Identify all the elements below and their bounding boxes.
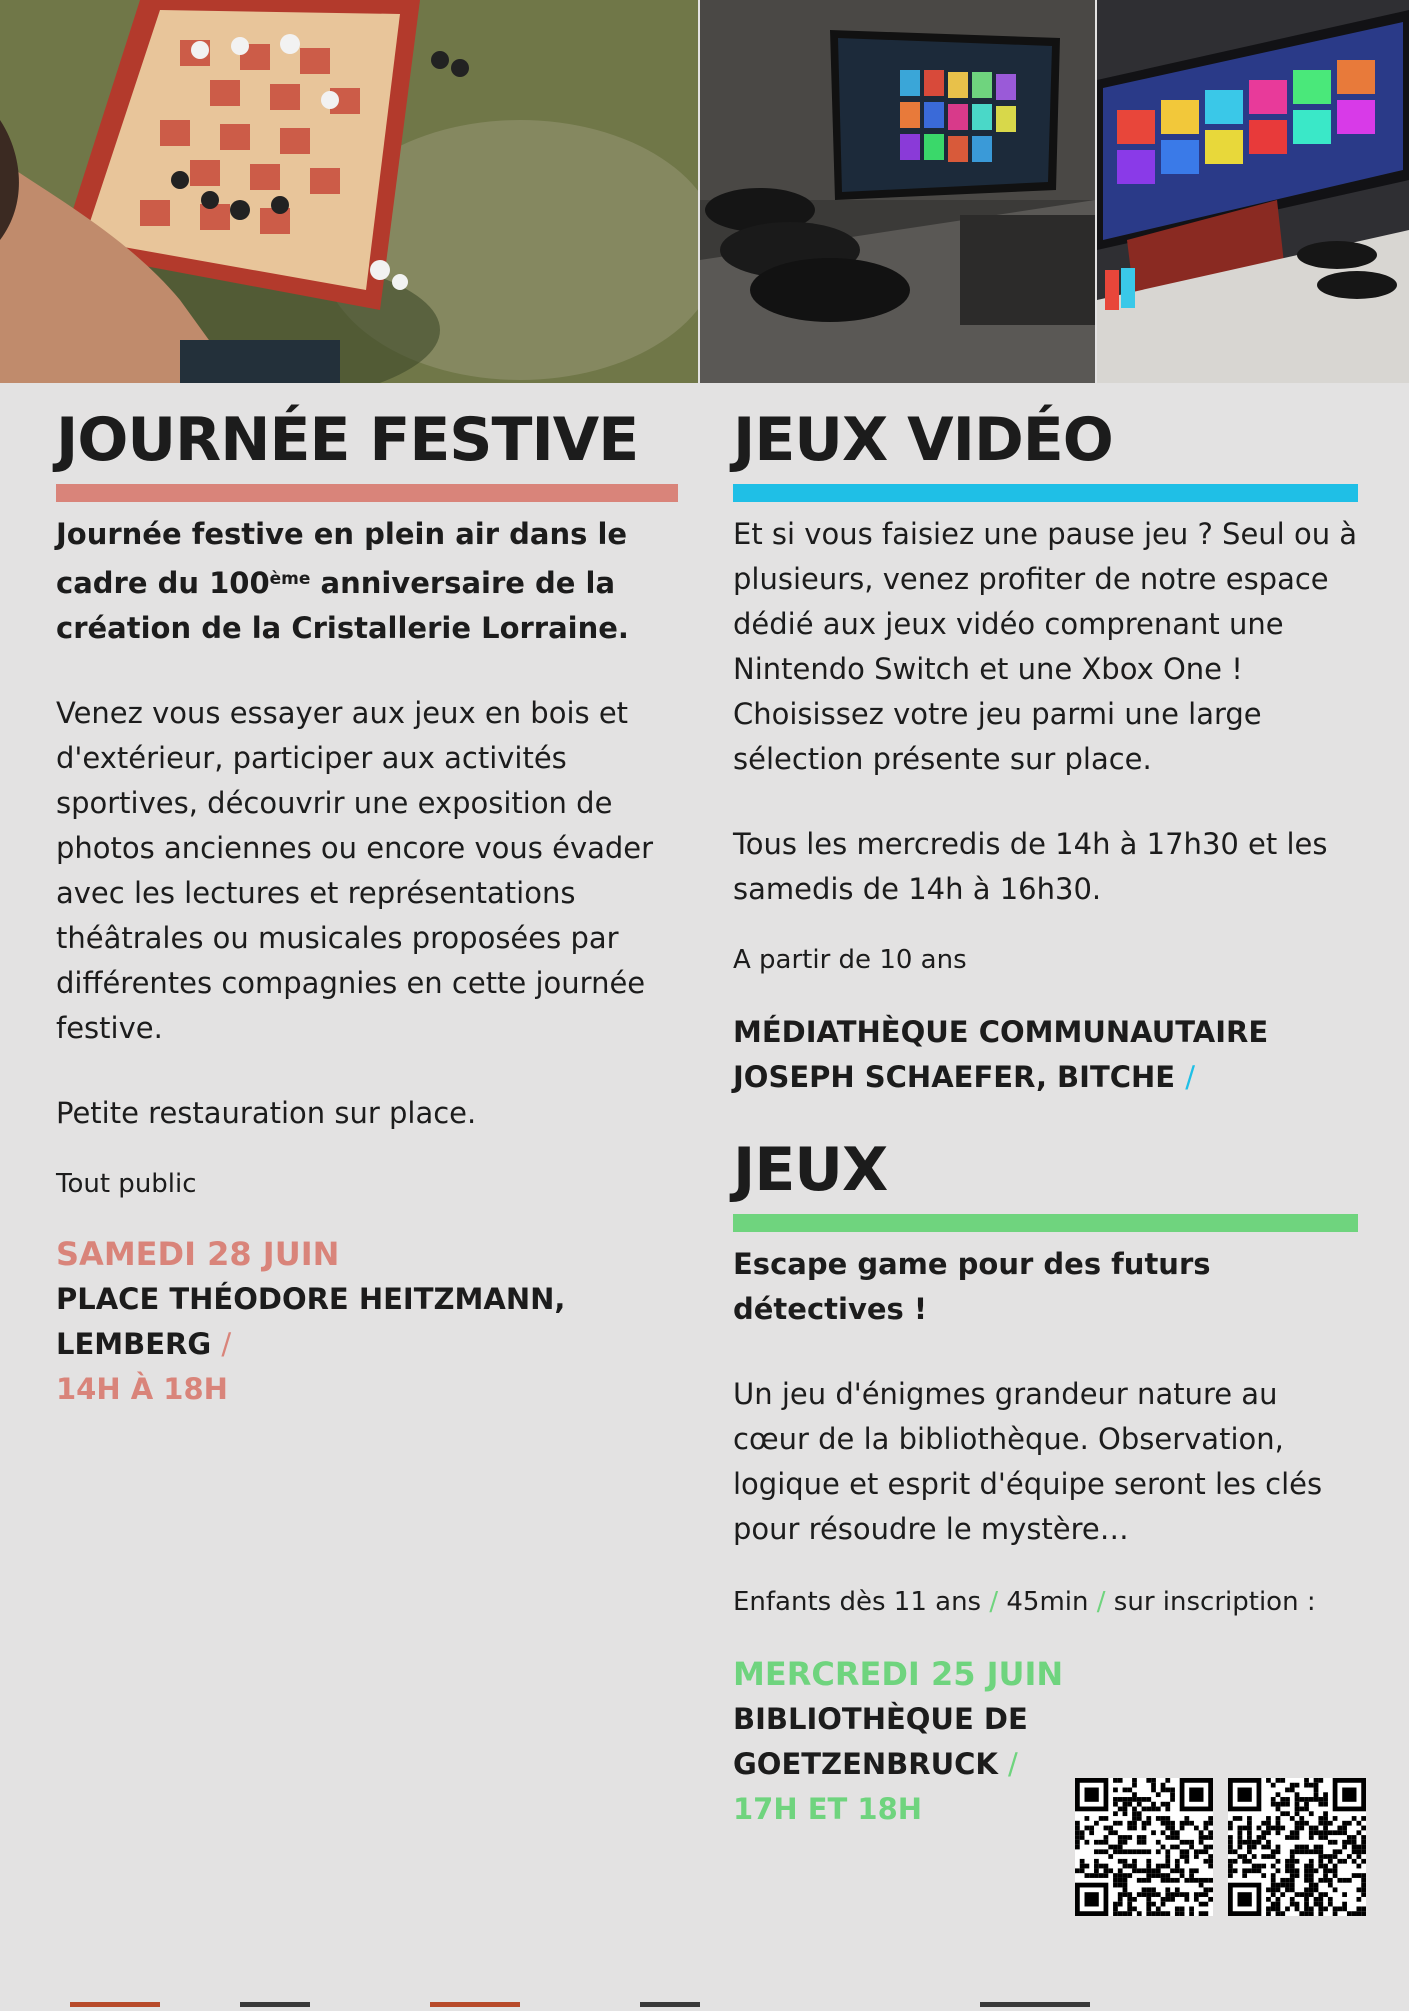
xbox-photo <box>700 0 1095 383</box>
jeux-slash-1: / <box>989 1587 999 1617</box>
festive-title-underline <box>56 484 678 502</box>
jeux-info-registration: sur inscription : <box>1105 1587 1316 1617</box>
qr-code-1[interactable] <box>1075 1778 1213 1916</box>
video-section <box>733 405 1358 1100</box>
video-place-line1: MÉDIATHÈQUE COMMUNAUTAIRE <box>733 1015 1269 1049</box>
jeux-title-underline <box>733 1214 1358 1232</box>
jeux-slash-2: / <box>1096 1587 1106 1617</box>
festive-title: JOURNÉE FESTIVE <box>56 405 639 475</box>
video-place-town: JOSEPH SCHAEFER, BITCHE <box>733 1060 1176 1094</box>
festive-place-town: LEMBERG <box>56 1327 212 1361</box>
chess-photo <box>0 0 698 383</box>
festive-hours: 14H À 18H <box>56 1372 228 1406</box>
bottom-decorative-strip <box>0 1992 1409 2000</box>
festive-food: Petite restauration sur place. <box>56 1096 477 1130</box>
video-age: A partir de 10 ans <box>733 945 967 975</box>
festive-date: SAMEDI 28 JUIN <box>56 1235 340 1273</box>
qr-code-icon <box>1228 1778 1366 1916</box>
festive-lead-superscript: ème <box>269 569 311 589</box>
jeux-slash-3: / <box>1008 1747 1018 1781</box>
festive-lead-part1: Journée festive en plein air dans le cadre du 100 <box>56 517 628 600</box>
jeux-hours: 17H ET 18H <box>733 1792 923 1826</box>
festive-place-line1: PLACE THÉODORE HEITZMANN, <box>56 1282 566 1316</box>
qr-code-icon <box>1075 1778 1213 1916</box>
qr-code-2[interactable] <box>1228 1778 1366 1916</box>
festive-lead-part2: anniversaire de la création de la Cristallerie Lorraine. <box>56 566 629 645</box>
switch-photo <box>1097 0 1409 383</box>
jeux-lead: Escape game pour des futurs détectives ! <box>733 1247 1211 1326</box>
jeux-info-age: Enfants dès 11 ans <box>733 1587 990 1617</box>
jeux-section <box>733 1135 1358 1832</box>
right-column <box>733 405 1358 1832</box>
jeux-info <box>733 1582 1358 1622</box>
video-schedule: Tous les mercredis de 14h à 17h30 et les samedis de 14h à 16h30. <box>733 827 1328 906</box>
video-title: JEUX VIDÉO <box>733 405 1113 475</box>
photo-banner <box>0 0 1409 383</box>
video-title-underline <box>733 484 1358 502</box>
festive-body: Venez vous essayer aux jeux en bois et d'extérieur, participer aux activités sportives, découvrir une exposition de photos anciennes ou encore vous évader avec les lectures et représentations théâtrales ou musicales proposées par différentes compagnies en cette journée festive. <box>56 696 654 1045</box>
jeux-body: Un jeu d'énigmes grandeur nature au cœur de la bibliothèque. Observation, logique et esprit d'équipe seront les clés pour résoudre le mystère… <box>733 1377 1323 1546</box>
jeux-info-duration: 45min <box>998 1587 1097 1617</box>
jeux-place-line1: BIBLIOTHÈQUE DE <box>733 1702 1028 1736</box>
festive-slash: / <box>221 1327 232 1361</box>
festive-section <box>56 405 678 1412</box>
jeux-title: JEUX <box>733 1135 888 1205</box>
video-slash: / <box>1185 1060 1195 1094</box>
video-place-line2 <box>733 1055 1358 1100</box>
festive-place-line2 <box>56 1322 678 1367</box>
jeux-place-town: GOETZENBRUCK <box>733 1747 998 1781</box>
festive-audience: Tout public <box>56 1169 197 1199</box>
festive-lead <box>56 512 678 651</box>
video-body: Et si vous faisiez une pause jeu ? Seul ou à plusieurs, venez profiter de notre espace dédié aux jeux vidéo comprenant une Nintendo Switch et une Xbox One ! Choisissez votre jeu parmi une large sélection présente sur place. <box>733 517 1358 776</box>
jeux-date: MERCREDI 25 JUIN <box>733 1655 1064 1693</box>
